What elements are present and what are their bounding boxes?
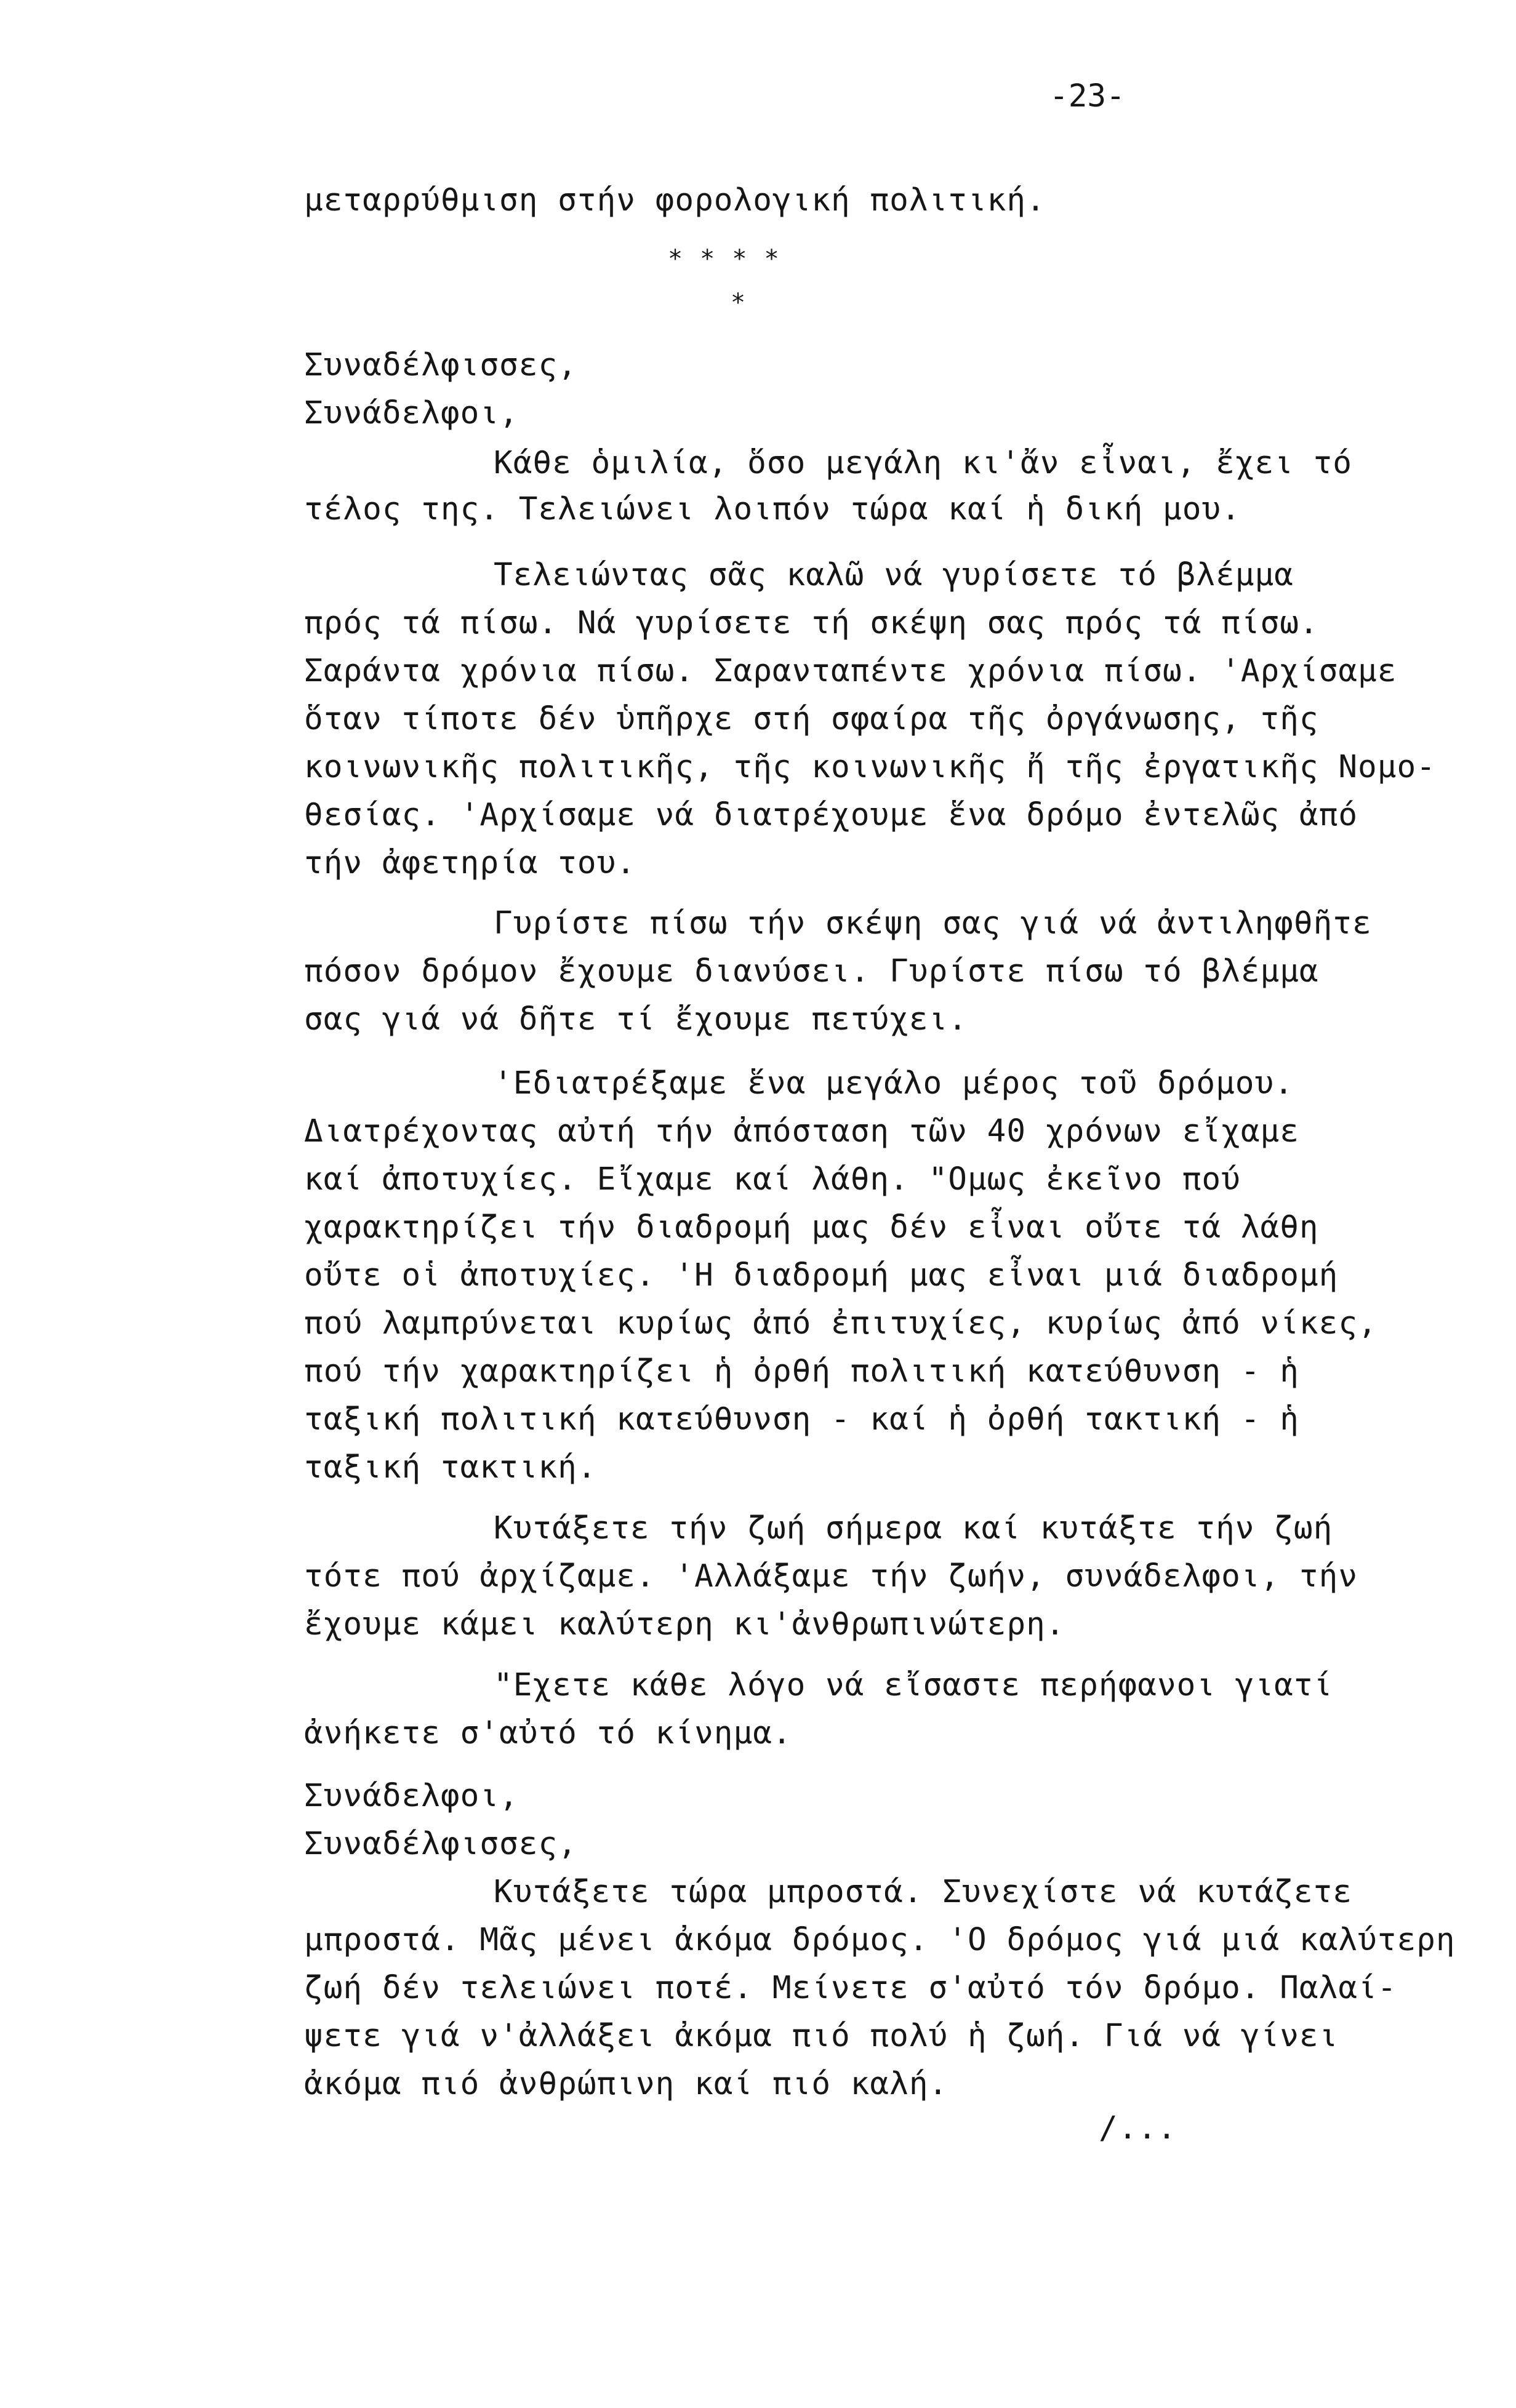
text-line: μεταρρύθμιση στήν φορολογική πολιτική.	[304, 182, 1046, 218]
text-line: Τελειώντας σᾶς καλῶ νά γυρίσετε τό βλέμμα	[494, 557, 1294, 593]
text-line: τέλος της. Τελειώνει λοιπόν τώρα καί ἡ δική μου.	[304, 491, 1241, 527]
salutation-line: Συναδέλφισσες,	[304, 347, 577, 383]
salutation-line: Συνάδελφοι,	[304, 1778, 519, 1814]
text-line: σας γιά νά δῆτε τί ἔχουμε πετύχει.	[304, 1001, 968, 1038]
text-line: Γυρίστε πίσω τήν σκέψη σας γιά νά ἀντιληφθῆτε	[494, 905, 1372, 942]
section-separator-star: *	[731, 289, 746, 317]
text-line: χαρακτηρίζει τήν διαδρομή μας δέν εἶναι οὔτε τά λάθη	[304, 1209, 1319, 1246]
text-line: πρός τά πίσω. Νά γυρίσετε τή σκέψη σας πρός τά πίσω.	[304, 605, 1319, 641]
text-line: ψετε γιά ν'ἀλλάξει ἀκόμα πιό πολύ ἡ ζωή. Γιά νά γίνει	[304, 2018, 1339, 2054]
page-number: -23-	[1049, 78, 1125, 114]
text-line: ζωή δέν τελειώνει ποτέ. Μείνετε σ'αὐτό τόν δρόμο. Παλαί-	[304, 1970, 1397, 2006]
text-line: "Εχετε κάθε λόγο νά εἴσαστε περήφανοι γιατί	[494, 1667, 1333, 1703]
text-line: οὔτε οἱ ἀποτυχίες. 'Η διαδρομή μας εἶναι μιά διαδρομή	[304, 1257, 1339, 1294]
text-line: ἀκόμα πιό ἀνθρώπινη καί πιό καλή.	[304, 2066, 949, 2102]
text-line: Διατρέχοντας αὐτή τήν ἀπόσταση τῶν 40 χρόνων εἴχαμε	[304, 1113, 1299, 1150]
text-line: Κάθε ὁμιλία, ὅσο μεγάλη κι'ἄν εἶναι, ἔχει τό	[494, 445, 1353, 481]
text-line: ταξική τακτική.	[304, 1449, 597, 1486]
text-line: τήν ἀφετηρία του.	[304, 845, 636, 881]
text-line: πού λαμπρύνεται κυρίως ἀπό ἐπιτυχίες, κυρίως ἀπό νίκες,	[304, 1305, 1378, 1342]
text-line: 'Εδιατρέξαμε ἕνα μεγάλο μέρος τοῦ δρόμου.	[494, 1065, 1294, 1102]
text-line: Κυτάξετε τώρα μπροστά. Συνεχίστε νά κυτάζετε	[494, 1874, 1353, 1910]
text-line: ταξική πολιτική κατεύθυνση - καί ἡ ὀρθή τακτική - ἡ	[304, 1401, 1299, 1438]
text-line: Σαράντα χρόνια πίσω. Σαρανταπέντε χρόνια πίσω. 'Αρχίσαμε	[304, 653, 1397, 689]
text-line: μπροστά. Μᾶς μένει ἀκόμα δρόμος. 'Ο δρόμος γιά μιά καλύτερη	[304, 1922, 1456, 1958]
section-separator-stars: * * * *	[668, 245, 779, 273]
text-line: Κυτάξετε τήν ζωή σήμερα καί κυτάξτε τήν ζωή	[494, 1510, 1333, 1546]
text-line: πού τήν χαρακτηρίζει ἡ ὀρθή πολιτική κατεύθυνση - ἡ	[304, 1353, 1299, 1390]
salutation-line: Συναδέλφισσες,	[304, 1826, 577, 1862]
text-line: κοινωνικῆς πολιτικῆς, τῆς κοινωνικῆς ἤ τῆς ἐργατικῆς Νομο-	[304, 749, 1436, 785]
text-line: ὅταν τίποτε δέν ὑπῆρχε στή σφαίρα τῆς ὀργάνωσης, τῆς	[304, 701, 1319, 737]
text-line: καί ἀποτυχίες. Εἴχαμε καί λάθη. "Ομως ἐκεῖνο πού	[304, 1161, 1241, 1198]
text-line: θεσίας. 'Αρχίσαμε νά διατρέχουμε ἕνα δρόμο ἐντελῶς ἀπό	[304, 797, 1358, 833]
continuation-mark: /...	[1099, 2110, 1177, 2146]
salutation-line: Συνάδελφοι,	[304, 395, 519, 431]
text-line: ἀνήκετε σ'αὐτό τό κίνημα.	[304, 1715, 792, 1751]
text-line: τότε πού ἀρχίζαμε. 'Αλλάξαμε τήν ζωήν, συνάδελφοι, τήν	[304, 1558, 1358, 1594]
text-line: πόσον δρόμον ἔχουμε διανύσει. Γυρίστε πίσω τό βλέμμα	[304, 953, 1319, 990]
text-line: ἔχουμε κάμει καλύτερη κι'ἀνθρωπινώτερη.	[304, 1606, 1065, 1642]
